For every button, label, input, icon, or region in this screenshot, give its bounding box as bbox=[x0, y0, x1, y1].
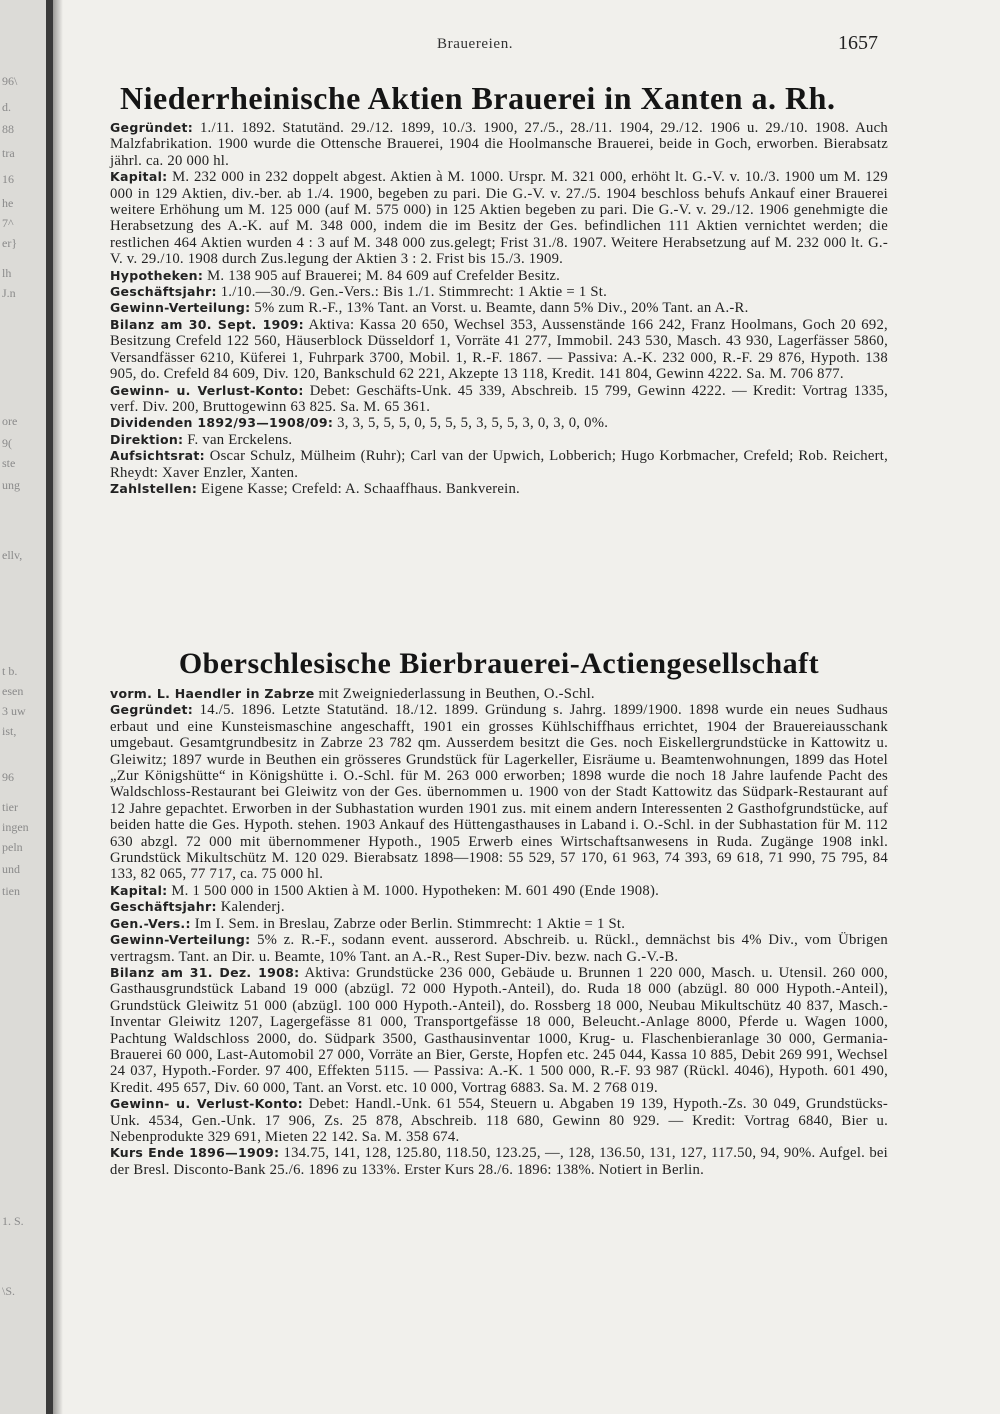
entry-text: Eigene Kasse; Crefeld: A. Schaaffhaus. Bankverein. bbox=[201, 480, 520, 497]
entry-label: Gewinn- u. Verlust-Konto: bbox=[110, 1096, 303, 1112]
article-title: Oberschlesische Bierbrauerei-Actiengesellschaft bbox=[178, 647, 820, 680]
entry-text: M. 232 000 in 232 doppelt abgest. Aktien à M. 1000. Urspr. M. 321 000, erhöht lt. G.-V. v. 10./3. 1900 um M. 129 000 in 129 Aktien, div.-ber. ab 1./4. 1900, begeben zu pari. Die G.-V. v. 27./5. 1904 beschloss behufs Ankauf einer Brauerei weitere Erhöhung um M. 125 000 (auf M. 575 000) in 125 Aktien begeben zu pari. Die G.-V. v. 29./12. 1906 genehmigte die Herabsetzung des A.-K. auf M. 348 000, indem die im Besitz der Ges. befindlichen 111 Aktien vernichtet werden; die restlichen 464 Aktien wurden 4 : 3 auf M. 348 000 zus.gelegt; Frist 31./8. 1907. Weitere Herabsetzung auf M. 232 000 lt. G.-V. v. 29./10. 1908 durch Zus.legung der Aktien 3 : 2. Frist bis 15./3. 1909. bbox=[110, 169, 888, 268]
entry-label: Bilanz am 31. Dez. 1908: bbox=[110, 964, 300, 980]
entry-label: Aufsichtsrat: bbox=[110, 448, 205, 464]
entry-text: 134.75, 141, 128, 125.80, 118.50, 123.25, —, 128, 136.50, 131, 127, 117.50, 94, 90%. Aufgel. bei der Bresl. Disconto-Bank 25./6. 1896 zu 133%. Erster Kurs 28./6. 1896: 138%. Notiert in Berlin. bbox=[110, 1145, 889, 1178]
entry-text: Kalenderj. bbox=[220, 899, 285, 916]
gutter-fragment: he bbox=[2, 196, 14, 210]
gutter-fragment: t b. bbox=[2, 664, 18, 678]
article-entry bbox=[110, 317, 888, 383]
article-entry bbox=[110, 300, 888, 316]
entry-text: M. 138 905 auf Brauerei; M. 84 609 auf Crefelder Besitz. bbox=[207, 267, 561, 284]
gutter-fragment: d. bbox=[2, 100, 11, 114]
entry-label: Gewinn-Verteilung: bbox=[110, 932, 251, 948]
gutter-fragment: 9( bbox=[2, 436, 12, 450]
gutter-fragment: \S. bbox=[2, 1284, 16, 1298]
gutter-fragment: ore bbox=[2, 414, 18, 428]
page-edge-shade bbox=[53, 0, 63, 1414]
entry-label: vorm. L. Haendler in Zabrze bbox=[110, 686, 315, 701]
entry-text: Aktiva: Kassa 20 650, Wechsel 353, Aussenstände 166 242, Franz Hoolmans, Goch 20 692, Besitzung Crefeld 122 560, Häuserblock Düsseldorf 1, Vorräte 41 277, Immobil. 243 530, Masch. 43 930, Lagerfässer 5860, Versandfässer 6210, Küferei 1, Fuhrpark 3700, Mobil. 1, R.-F. 1867. — Passiva: A.-K. 232 000, R.-F. 29 876, Hypoth. 138 905, do. Crefeld 84 609, Div. 120, Bankschuld 62 221, Akzepte 13 118, Kredit. 141 804, Gewinn 4222. Sa. M. 706 877. bbox=[110, 316, 888, 383]
entry-label: Gewinn-Verteilung: bbox=[110, 300, 251, 316]
article-body bbox=[110, 686, 888, 1178]
article-entry bbox=[110, 481, 888, 497]
entry-label: Gen.-Vers.: bbox=[110, 915, 191, 931]
article-entry bbox=[110, 383, 888, 416]
running-head: Brauereien. bbox=[437, 36, 514, 52]
entry-label: Hypotheken: bbox=[110, 267, 204, 283]
article-entry bbox=[110, 883, 888, 899]
gutter-fragment: peln bbox=[2, 840, 23, 854]
gutter-fragment: und bbox=[2, 862, 20, 876]
entry-label: Gegründet: bbox=[110, 702, 194, 718]
entry-label: Kurs Ende 1896—1909: bbox=[110, 1145, 280, 1161]
entry-text: 3, 3, 5, 5, 5, 0, 5, 5, 5, 3, 5, 5, 3, 0, 3, 0, 0%. bbox=[337, 415, 609, 432]
article-entry bbox=[110, 169, 888, 267]
article-entry bbox=[110, 120, 888, 169]
gutter-fragment: ung bbox=[2, 478, 20, 492]
entry-text: Oscar Schulz, Mülheim (Ruhr); Carl van der Upwich, Lobberich; Hugo Korbmacher, Crefeld; Rob. Reichert, Rheydt: Xaver Enzler, Xanten. bbox=[110, 448, 888, 481]
article-entry bbox=[110, 448, 888, 481]
article-entry bbox=[110, 916, 888, 932]
entry-text: M. 1 500 000 in 1500 Aktien à M. 1000. Hypotheken: M. 601 490 (Ende 1908). bbox=[171, 882, 660, 899]
gutter-fragment: ellv, bbox=[2, 548, 23, 562]
article-entry bbox=[110, 415, 888, 431]
article-entry bbox=[110, 1096, 888, 1145]
article-entry bbox=[110, 686, 888, 702]
gutter-fragment: 3 uw bbox=[2, 704, 26, 718]
gutter-fragment: 7^ bbox=[2, 216, 14, 230]
article-entry bbox=[110, 432, 888, 448]
article-title: Niederrheinische Aktien Brauerei in Xanten a. Rh. bbox=[120, 80, 836, 116]
gutter-fragment: tier bbox=[2, 800, 18, 814]
page-number: 1657 bbox=[838, 32, 878, 54]
gutter-fragment: 1. S. bbox=[2, 1214, 24, 1228]
article-oberschlesische bbox=[110, 644, 888, 1178]
entry-text: Im I. Sem. in Breslau, Zabrze oder Berlin. Stimmrecht: 1 Aktie = 1 St. bbox=[194, 915, 626, 932]
entry-text: 1./11. 1892. Statutänd. 29./12. 1899, 10./3. 1900, 27./5., 28./11. 1904, 29./12. 1906 u. 29./10. 1908. Auch Malzfabrikation. 1900 wurde die Ottensche Brauerei, 1904 die Hoolmansche Brauerei, beide in Goch, erworben. Bierabsatz jährl. ca. 20 000 hl. bbox=[110, 120, 888, 169]
article-entry bbox=[110, 932, 888, 965]
entry-text: Debet: Geschäfts-Unk. 45 339, Abschreib. 15 799, Gewinn 4222. — Kredit: Vortrag 1335, verf. Div. 200, Bruttogewinn 63 825. Sa. M. 65 361. bbox=[110, 382, 888, 415]
gutter-fragment: ingen bbox=[2, 820, 29, 834]
entry-label: Zahlstellen: bbox=[110, 480, 198, 496]
article-body bbox=[110, 120, 888, 497]
entry-label: Kapital: bbox=[110, 882, 168, 898]
gutter-fragment: 88 bbox=[2, 122, 14, 136]
article-entry bbox=[110, 702, 888, 882]
gutter-fragment: J.n bbox=[2, 286, 16, 300]
page-header bbox=[0, 30, 1000, 60]
gutter-fragment: tra bbox=[2, 146, 15, 160]
gutter-fragment: 96\ bbox=[2, 74, 18, 88]
entry-label: Direktion: bbox=[110, 431, 184, 447]
entry-label: Geschäftsjahr: bbox=[110, 284, 217, 300]
entry-text: 5% zum R.-F., 13% Tant. an Vorst. u. Beamte, dann 5% Div., 20% Tant. an A.-R. bbox=[254, 300, 749, 317]
article-entry bbox=[110, 284, 888, 300]
facing-page-gutter bbox=[0, 0, 46, 1414]
entry-text: Aktiva: Grundstücke 236 000, Gebäude u. Brunnen 1 220 000, Masch. u. Utensil. 260 000, Gasthausgrundstück Laband 19 000 (abzügl. 72 000 Hypoth.-Anteil), do. Ruda 18 000 (abzügl. 80 000 Hypoth.-Anteil), Grundstück Gleiwitz 51 000 (abzügl. 100 000 Hypoth.-Anteil), do. Rossberg 18 000, Neubau Mikultschütz 40 837, Masch.-Inventar Gleiwitz 1207, Lagergefässe 81 000, Transportgefässe 18 000, Beleucht.-Anlage 8000, Pferde u. Wagen 1000, Pachtung Waldschloss 2000, do. Südpark 3500, Gasthausinventar 1000, Krug- u. Flaschenbieranlage 30 000, Germania-Brauerei 60 000, Last-Automobil 27 000, Vorräte an Bier, Gerste, Hopfen etc. 245 044, Kassa 10 885, Debit 269 991, Wechsel 24 037, Hypoth.-Forder. 97 400, Effekten 5115. — Passiva: A.-K. 1 500 000, R.-F. 93 987 (Rückl. 4046), Hypoth. 601 490, Kredit. 495 657, Div. 60 000, Tant. an Vorst. etc. 10 000, Vortrag 6883. Sa. M. 2 768 019. bbox=[110, 964, 888, 1096]
entry-label: Gegründet: bbox=[110, 120, 194, 135]
gutter-fragment: ist, bbox=[2, 724, 17, 738]
article-niederrheinische bbox=[110, 78, 888, 497]
entry-text: Debet: Handl.-Unk. 61 554, Steuern u. Abgaben 19 139, Hypoth.-Zs. 30 049, Grundstücks-Unk. 4534, Gen.-Unk. 17 906, Zs. 25 878, Abschreib. 118 680, Gewinn 80 929. — Kredit: Vortrag 6840, Bier u. Nebenprodukte 329 691, Mieten 22 142. Sa. M. 358 674. bbox=[110, 1096, 889, 1145]
entry-label: Bilanz am 30. Sept. 1909: bbox=[110, 316, 304, 332]
entry-text: 5% z. R.-F., sodann event. ausserord. Abschreib. u. Rückl., demnächst bis 4% Div., vom Übrigen vertragsm. Tant. an Dir. u. Beamte, 10% Tant. an A.-R., Rest Super-Div. bezw. nach G.-V.-B. bbox=[110, 932, 889, 965]
gutter-fragment: ste bbox=[2, 456, 16, 470]
article-entry bbox=[110, 965, 888, 1096]
entry-label: Dividenden 1892/93—1908/09: bbox=[110, 415, 334, 431]
article-entry bbox=[110, 268, 888, 284]
entry-label: Gewinn- u. Verlust-Konto: bbox=[110, 382, 304, 398]
entry-text: F. van Erckelens. bbox=[187, 431, 293, 448]
gutter-fragment: tien bbox=[2, 884, 20, 898]
gutter-fragment: esen bbox=[2, 684, 24, 698]
gutter-fragment: er} bbox=[2, 236, 18, 250]
gutter-fragment: 16 bbox=[2, 172, 14, 186]
entry-label: Geschäftsjahr: bbox=[110, 899, 217, 915]
entry-text: 1./10.—30./9. Gen.-Vers.: Bis 1./1. Stimmrecht: 1 Aktie = 1 St. bbox=[220, 284, 608, 301]
gutter-fragment: 96 bbox=[2, 770, 14, 784]
article-entry bbox=[110, 1145, 888, 1178]
binding-shadow bbox=[46, 0, 53, 1414]
entry-text: 14./5. 1896. Letzte Statutänd. 18./12. 1899. Gründung s. Jahrg. 1899/1900. 1898 wurde ein neues Sudhaus erbaut und eine Kunsteismaschine angeschafft, 1901 ein grosses Kühlschiffhaus errichtet, 1904 der Brauereiausschank umgebaut. Gesamtgrundbesitz in Zabrze 23 782 qm. Ausserdem besitzt die Ges. noch Eiskellergrundstücke in Kattowitz u. Gleiwitz; 1897 wurde in Beuthen ein grösseres Grundstück für Lagerkeller, Eisräume u. Beamtenwohnungen, 1899 das Hotel „Zur Königshütte“ in Königshütte i. O.-Schl. für M. 263 000 erworben; 1898 wurde die noch 18 Jahre laufende Pacht des Waldschloss-Restaurant bei Gleiwitz von der Ges. übernommen u. 1900 von der Stadt Kattowitz das Südpark-Restaurant auf 12 Jahre gepachtet. Erworben in der Subhastation wurden 1901 zus. mit einem andern Interessenten 2 Gasthofgrundstücke, auf beiden hatte die Ges. Hypoth. stehen. 1903 Ankauf des Hüttengasthauses in Laband i. O.-Schl. in der Subhastation für M. 112 630 abzgl. 72 000 mit übernommener Hypoth., 1905 Erwerb eines Wirtschaftsanwesens in Ruda. Zugänge 1908 inkl. Grundstück Mikultschütz M. 120 029. Bierabsatz 1898—1908: 55 529, 57 170, 61 963, 74 393, 69 618, 71 990, 75 795, 84 133, 82 065, 77 717, ca. 75 000 hl. bbox=[110, 702, 889, 883]
entry-text: mit Zweigniederlassung in Beuthen, O.-Schl. bbox=[318, 686, 595, 702]
gutter-fragment: lh bbox=[2, 266, 12, 280]
article-entry bbox=[110, 899, 888, 915]
entry-label: Kapital: bbox=[110, 169, 168, 185]
